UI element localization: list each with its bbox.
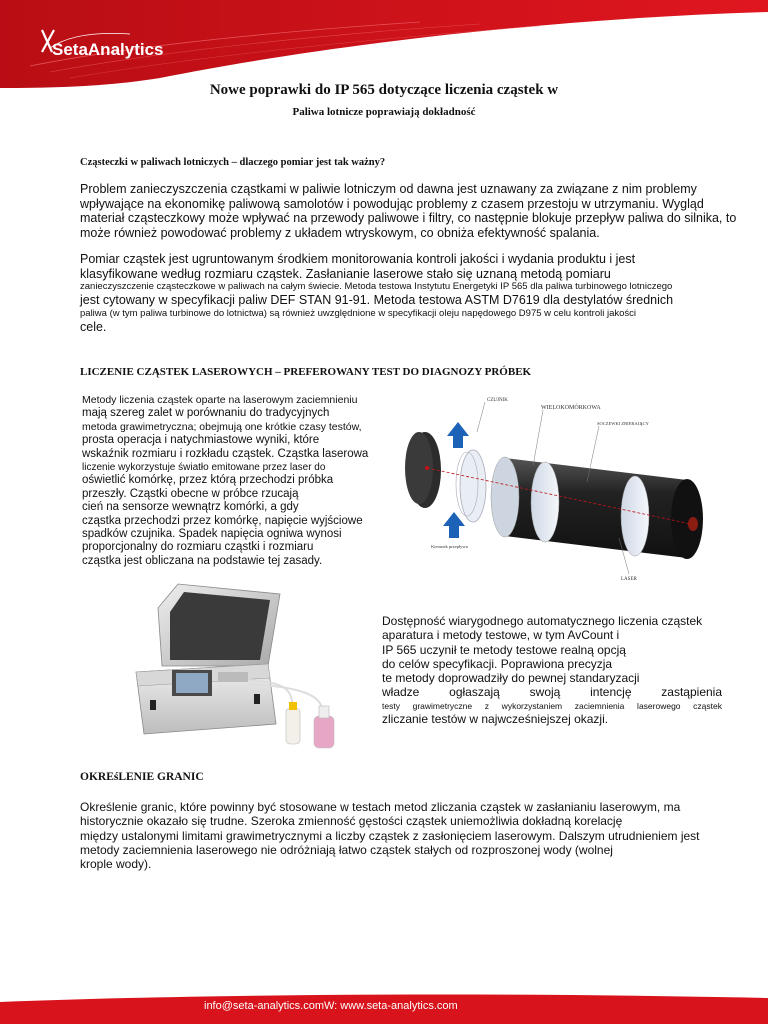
text-line: aparatura i metody testowe, w tym AvCount i (382, 628, 620, 643)
text-line: Metody liczenia cząstek oparte na laserowym zaciemnieniu (82, 394, 358, 406)
tube-end (671, 479, 703, 559)
label-czujnik: CZUJNIK (487, 398, 508, 403)
leader-line (533, 410, 543, 466)
label-soczewki: SOCZEWKI ZBIERAJĄCY (597, 421, 649, 426)
flow-arrow-up-top (447, 422, 469, 448)
panel-module (218, 672, 248, 682)
section-heading-particles: Cząsteczki w paliwach lotniczych – dlaczego pomiar jest tak ważny? (80, 157, 386, 168)
text-line: oświetlić komórkę, przez którą przechodzi próbka (82, 474, 334, 487)
bottle-cap (289, 702, 297, 710)
text-line: metoda grawimetryczna; obejmują one krótkie czasy testów, (82, 420, 362, 433)
text-line: może również powodować problemy z układem wtryskowym, co obniża efektywność spalania. (80, 225, 600, 240)
section-heading-limits: OKREśLENIE GRANIC (80, 771, 204, 783)
text-line: historycznie okazało się trudne. Szeroka zmienność gęstości cząstek uniemożliwia dokładną korelację (80, 814, 623, 829)
text-line: do celów specyfikacji. Poprawiona precyzja (382, 656, 613, 671)
paragraph-limits (80, 800, 740, 871)
text-line: spadków czujnika. Spadek napięcia ogniwa wynosi (82, 528, 342, 541)
text-line: metody zaciemnienia laserowego nie odróżniają łatwo cząstek stałych od rozproszonej wody (wolnej (80, 842, 613, 857)
text-line: cząstka przechodzi przez komórkę, napięcie wyjściowe (82, 514, 363, 527)
flow-arrow-up-bottom (443, 512, 465, 538)
footer-contact: info@seta-analytics.comW: www.seta-analytics.com (204, 1000, 458, 1012)
tube-opening (491, 457, 519, 537)
label-wielokomorkowa: WIELOKOMÓRKOWA (541, 405, 601, 411)
lid-interior (170, 592, 270, 660)
laser-port (688, 517, 698, 531)
text-line: zanieczyszczenie cząsteczkowe w paliwach na całym świecie. Metoda testowa Instytutu Energetyki IP 565 dla paliwa turbinowego lotniczego (80, 281, 673, 292)
text-line: krople wody). (80, 857, 152, 872)
lens-inner-1 (531, 462, 559, 542)
lens-inner-2 (621, 476, 649, 556)
page-title: Nowe poprawki do IP 565 dotyczące liczenia cząstek w (209, 82, 559, 98)
latch-right (254, 694, 260, 704)
latch-left (150, 700, 156, 710)
text-line: cień na sensorze wewnątrz komórki, a gdy (82, 501, 299, 514)
text-line: Pomiar cząstek jest ugruntowanym środkiem monitorowania kontroli jakości i wydania produktu i jest (80, 252, 636, 266)
page-header (0, 0, 768, 90)
section-heading-laser: LICZENIE CZĄSTEK LASEROWYCH – PREFEROWANY TEST DO DIAGNOZY PRÓBEK (80, 366, 532, 378)
sample-bottle-pink (314, 716, 334, 748)
text-line: prosta operacja i natychmiastowe wyniki, które (82, 434, 320, 447)
text-line: wpływające na ekonomikę paliwową samolotów i powodując problemy z czasem przestoju w utrzymaniu. Wygląd (80, 196, 704, 211)
text-line: mają szereg zalet w porównaniu do tradycyjnych (82, 407, 330, 420)
text-line: między ustalonymi limitami grawimetrycznymi a liczby cząstek z zasłonięciem laserowym. Dalszym utrudnieniem jest (80, 828, 700, 843)
text-line: przeszły. Cząstki obecne w próbce rzucają (82, 487, 299, 500)
page-subtitle: Paliwa lotnicze poprawiają dokładność (292, 106, 476, 118)
text-line: materiał cząsteczkowy może wpływać na przewody paliwowe i filtry, co następnie blokuje przepływ paliwa do silnika, to (80, 211, 737, 225)
paragraph-availability (382, 614, 722, 726)
text-line: testy grawimetryczne z wykorzystaniem zaciemnienia laserowego cząstek (382, 700, 722, 711)
label-laser: LASER (621, 577, 637, 582)
text-line: Dostępność wiarygodnego automatycznego liczenia cząstek (382, 614, 703, 628)
text-line: Określenie granic, które powinny być stosowane w testach metod zliczania cząstek w zasłanianiu laserowym, ma (80, 800, 681, 814)
leader-line (477, 402, 485, 432)
text-line: zliczanie testów w najwcześniejszej okazji. (382, 711, 609, 726)
paragraph-laser-method (82, 394, 402, 568)
laser-cell-diagram (395, 388, 763, 586)
text-line: liczenie wykorzystuje światło emitowane przez laser do (82, 462, 326, 474)
logo-text: SetaAnalytics (52, 40, 164, 59)
text-line: proporcjonalny do rozmiaru cząstki i rozmiaru (82, 541, 314, 554)
text-line: Problem zanieczyszczenia cząstkami w paliwie lotniczym od dawna jest uznawany za związane z nim problemy (80, 182, 697, 196)
text-line: wskaźnik rozmiaru i rozkładu cząstek. Cząstka laserowa (82, 447, 369, 460)
text-line: cele. (80, 319, 107, 334)
text-line: jest cytowany w specyfikacji paliw DEF STAN 91-91. Metoda testowa ASTM D7619 dla destylatów średnich (80, 293, 674, 307)
screen (176, 673, 208, 693)
label-przeplyw: Kierunek przepływu (431, 544, 468, 549)
text-line: klasyfikowane według rozmiaru cząstek. Zasłanianie laserowe stało się uznaną metodą pomiaru (80, 266, 611, 281)
text-line: IP 565 uczynił te metody testowe realną opcją (382, 642, 626, 657)
text-line: cząstka jest obliczana na podstawie tej zasady. (82, 554, 323, 567)
text-line: te metody doprowadziły do pewnej standaryzacji (382, 671, 640, 686)
text-line: paliwa (w tym paliwa turbinowe do lotnictwa) są również uwzględnione w specyfikacji oleju napędowego D975 w celu kontroli jakości (80, 307, 637, 319)
avcount-instrument-image (118, 582, 348, 766)
paragraph-problem (80, 182, 750, 240)
bottle-neck (319, 706, 329, 718)
text-line: władze ogłaszają swoją intencję zastąpienia (382, 685, 722, 700)
paragraph-measurement (80, 252, 760, 334)
sample-bottle-clear (286, 708, 300, 744)
